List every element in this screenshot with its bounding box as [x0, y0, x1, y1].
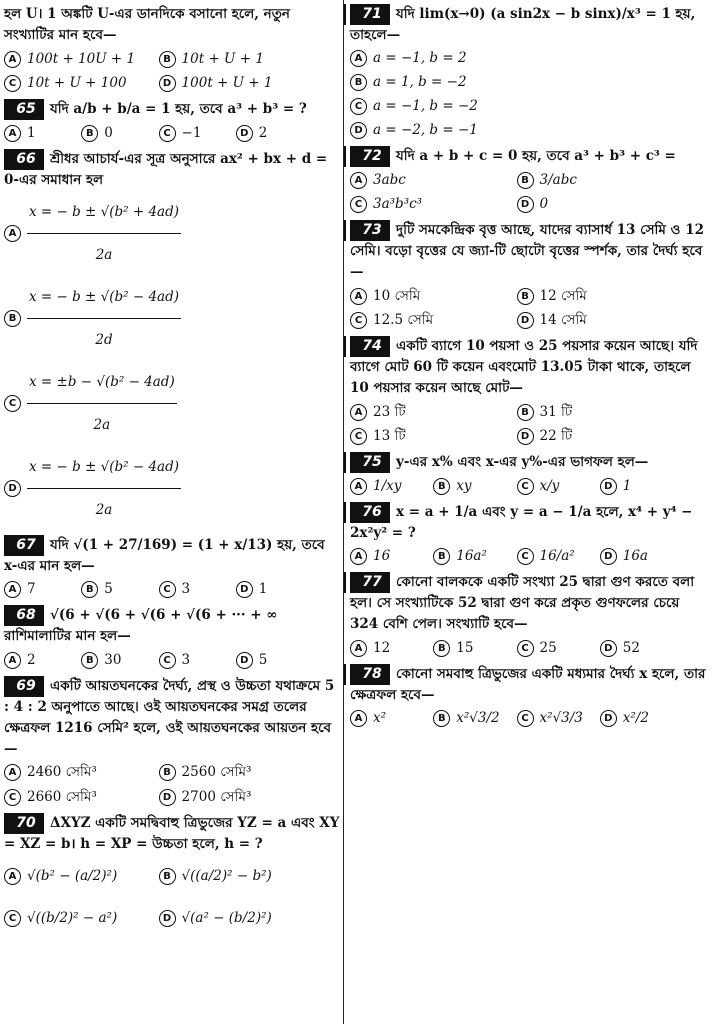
- question-64-tail: [4, 4, 340, 95]
- option-letter: C: [4, 75, 21, 92]
- option-text: 2460 সেমি³: [27, 764, 97, 780]
- option-letter: A: [350, 710, 367, 727]
- options: [4, 855, 340, 939]
- option-text: 3abc: [373, 171, 406, 188]
- option-b[interactable]: [159, 760, 314, 784]
- question-text: শ্রীধর আচার্য-এর সূত্র অনুসারে ax² + bx + d = 0-এর সমাধান হল: [4, 150, 328, 188]
- option-b[interactable]: [433, 544, 516, 568]
- options: [4, 577, 340, 602]
- option-text: 16a: [622, 548, 648, 564]
- option-letter: B: [4, 310, 21, 327]
- option-d[interactable]: [159, 785, 314, 809]
- option-letter: C: [159, 581, 176, 598]
- option-d[interactable]: [159, 71, 314, 95]
- option-d[interactable]: [600, 706, 683, 730]
- option-letter: A: [4, 225, 21, 242]
- option-a[interactable]: [350, 400, 517, 424]
- option-d[interactable]: [236, 577, 313, 601]
- question-65: [4, 99, 340, 145]
- question-78: [350, 664, 712, 731]
- option-letter: D: [236, 652, 253, 669]
- option-a[interactable]: [4, 191, 330, 276]
- option-a[interactable]: [4, 648, 81, 672]
- option-b[interactable]: [4, 276, 330, 361]
- question-72: [350, 146, 712, 216]
- option-text: 1/xy: [373, 477, 402, 494]
- option-letter: A: [350, 478, 367, 495]
- question-number: 68: [4, 605, 44, 626]
- option-letter: D: [600, 548, 617, 565]
- option-letter: D: [517, 312, 534, 329]
- option-text: 14 সেমি: [539, 312, 587, 328]
- option-text: 2660 সেমি³: [27, 788, 97, 805]
- question-text: y-এর x% এবং x-এর y%-এর ভাগফল হল—: [396, 454, 649, 470]
- options: [4, 760, 340, 809]
- option-a[interactable]: [4, 760, 159, 784]
- option-text: 3a³b³c³: [373, 196, 423, 212]
- option-letter: B: [433, 478, 450, 495]
- option-text: 10 সেমি: [373, 287, 421, 304]
- option-letter: D: [159, 789, 176, 806]
- option-d[interactable]: [159, 897, 314, 939]
- options: [4, 46, 340, 95]
- option-letter: C: [350, 428, 367, 445]
- option-letter: C: [350, 312, 367, 329]
- option-text: 30: [104, 651, 122, 668]
- question-71: [350, 4, 712, 142]
- option-c[interactable]: [350, 192, 517, 216]
- option-text: 15: [456, 639, 474, 656]
- option-letter: D: [517, 428, 534, 445]
- option-letter: C: [350, 98, 367, 115]
- option-a[interactable]: [350, 46, 702, 70]
- option-text: 52: [622, 639, 640, 656]
- option-text: √(a² − (b/2)²): [181, 909, 272, 926]
- options: [350, 473, 712, 498]
- question-number: 67: [4, 535, 44, 556]
- option-d[interactable]: [236, 121, 313, 145]
- option-numerator: x = ±b − √(b² − 4ad): [27, 361, 177, 404]
- option-a[interactable]: [4, 577, 81, 601]
- option-c[interactable]: [4, 785, 159, 809]
- option-denominator: 2d: [95, 331, 113, 348]
- option-letter: A: [4, 764, 21, 781]
- option-c[interactable]: [517, 706, 600, 730]
- option-letter: C: [4, 910, 21, 927]
- options: [350, 544, 712, 569]
- question-66: [4, 149, 340, 531]
- option-text: a = −2, b = −1: [373, 122, 478, 138]
- option-letter: C: [159, 652, 176, 669]
- option-text: 10t + U + 1: [181, 50, 264, 67]
- option-letter: A: [350, 404, 367, 421]
- question-number: 71: [350, 4, 390, 25]
- question-number: 76: [350, 502, 390, 523]
- option-numerator: x = − b ± √(b² − 4ad): [27, 276, 181, 319]
- option-letter: B: [159, 51, 176, 68]
- option-numerator: x = − b ± √(b² + 4ad): [27, 191, 181, 234]
- left-column: [4, 4, 340, 943]
- option-letter: C: [4, 395, 21, 412]
- question-68: [4, 605, 340, 672]
- option-c[interactable]: [159, 648, 236, 672]
- option-a[interactable]: [350, 636, 433, 660]
- option-text: 1: [258, 581, 268, 597]
- option-letter: D: [236, 581, 253, 598]
- option-a[interactable]: [4, 121, 81, 145]
- option-text: √((a/2)² − b²): [181, 867, 272, 884]
- question-text: √(6 + √(6 + √(6 + √(6 + ··· + ∞ রাশিমালাটির মান হল—: [4, 607, 278, 644]
- question-text: কোনো বালককে একটি সংখ্যা 25 দ্বারা গুণ করতে বলা হল। সে সংখ্যাটিকে 52 দ্বারা গুণ করে প্রকৃত গুণফলের চেয়ে 324 বেশি পেল। সংখ্যাটি হবে—: [350, 574, 695, 632]
- options: [350, 167, 712, 216]
- option-text: 10t + U + 100: [27, 75, 127, 91]
- option-text: 1: [27, 124, 36, 141]
- option-letter: C: [517, 710, 534, 727]
- question-number: 70: [4, 813, 44, 834]
- option-text: 31 টি: [539, 403, 573, 420]
- question-74: [350, 336, 712, 448]
- option-b[interactable]: [159, 855, 314, 897]
- option-b[interactable]: [81, 648, 158, 672]
- option-a[interactable]: [350, 168, 517, 192]
- option-text: 3: [181, 651, 191, 668]
- option-denominator: 2a: [95, 246, 113, 263]
- option-letter: A: [4, 581, 21, 598]
- option-text: 0: [539, 196, 549, 212]
- option-text: 1: [622, 477, 632, 494]
- option-text: 3/abc: [539, 171, 577, 188]
- option-letter: D: [159, 910, 176, 927]
- question-text: কোনো সমবাহু ত্রিভুজের একটি মধ্যমার দৈর্ঘ্য x হলে, তার ক্ষেত্রফল হবে—: [350, 665, 706, 703]
- options: [350, 283, 712, 332]
- option-a[interactable]: [350, 284, 517, 308]
- option-d[interactable]: [600, 474, 683, 498]
- question-text: যদি a/b + b/a = 1 হয়, তবে a³ + b³ = ?: [50, 101, 307, 117]
- option-letter: A: [350, 50, 367, 67]
- option-letter: B: [159, 868, 176, 885]
- option-letter: B: [433, 710, 450, 727]
- option-b[interactable]: [517, 168, 684, 192]
- option-letter: D: [159, 75, 176, 92]
- right-column: [350, 4, 712, 734]
- option-letter: A: [350, 640, 367, 657]
- option-letter: D: [517, 196, 534, 213]
- option-a[interactable]: [4, 47, 159, 71]
- question-number: 75: [350, 452, 390, 473]
- option-c[interactable]: [350, 308, 517, 332]
- option-text: 100t + U + 1: [181, 75, 273, 91]
- question-77: [350, 572, 712, 660]
- option-letter: C: [159, 125, 176, 142]
- option-text: 5: [258, 651, 268, 668]
- option-letter: B: [81, 581, 98, 598]
- option-letter: A: [4, 868, 21, 885]
- option-b[interactable]: [517, 284, 684, 308]
- question-number: 78: [350, 664, 390, 685]
- question-75: [350, 452, 712, 498]
- option-letter: A: [4, 652, 21, 669]
- option-letter: D: [350, 122, 367, 139]
- option-c[interactable]: [4, 71, 159, 95]
- option-b[interactable]: [517, 400, 684, 424]
- question-73: [350, 220, 712, 332]
- option-letter: B: [350, 74, 367, 91]
- options: [4, 191, 340, 531]
- option-text: 0: [104, 124, 113, 141]
- question-text: একটি আয়তঘনকের দৈর্ঘ্য, প্রস্থ ও উচ্চতা যথাক্রমে 5 : 4 : 2 অনুপাতে আছে। ওই আয়তঘনকের সমগ্র তলের ক্ষেত্রফল 1216 সেমি² হলে, ওই আয়তঘনকের আয়তন হবে—: [4, 677, 335, 757]
- option-a[interactable]: [350, 474, 433, 498]
- option-d[interactable]: [517, 192, 684, 216]
- question-text: যদি lim(x→0) (a sin2x − b sinx)/x³ = 1 হয়, তাহলে—: [350, 6, 696, 43]
- option-text: 16/a²: [539, 548, 575, 564]
- question-text: দুটি সমকেন্দ্রিক বৃত্ত আছে, যাদের ব্যাসার্ধ 13 সেমি ও 12 সেমি। বড়ো বৃত্তের যে জ্যা-টি ছোটো বৃত্তের স্পর্শক, তার দৈর্ঘ্য হবে—: [350, 222, 704, 280]
- option-letter: B: [433, 640, 450, 657]
- option-letter: B: [433, 548, 450, 565]
- option-c[interactable]: [159, 121, 236, 145]
- option-text: a = −1, b = 2: [373, 50, 467, 66]
- option-letter: B: [81, 652, 98, 669]
- option-letter: D: [600, 478, 617, 495]
- option-b[interactable]: [159, 47, 314, 71]
- question-69: [4, 676, 340, 809]
- question-text: যদি a + b + c = 0 হয়, তবে a³ + b³ + c³ =: [396, 148, 676, 164]
- option-letter: B: [81, 125, 98, 142]
- option-d[interactable]: [350, 118, 702, 142]
- option-c[interactable]: [517, 544, 600, 568]
- option-d[interactable]: [4, 446, 330, 531]
- option-text: 12 সেমি: [539, 287, 587, 304]
- option-letter: B: [159, 764, 176, 781]
- option-b[interactable]: [433, 706, 516, 730]
- option-c[interactable]: [4, 897, 159, 939]
- question-number: 72: [350, 146, 390, 167]
- option-text: x²/2: [622, 710, 649, 726]
- option-letter: B: [517, 172, 534, 189]
- option-text: x/y: [539, 477, 560, 494]
- option-letter: A: [350, 288, 367, 305]
- option-c[interactable]: [350, 94, 702, 118]
- option-numerator: x = − b ± √(b² − 4ad): [27, 446, 181, 489]
- option-letter: C: [517, 640, 534, 657]
- option-letter: D: [4, 480, 21, 497]
- question-number: 65: [4, 99, 44, 120]
- option-a[interactable]: [4, 855, 159, 897]
- option-text: 2: [27, 651, 36, 668]
- option-d[interactable]: [600, 544, 683, 568]
- option-b[interactable]: [350, 70, 702, 94]
- option-c[interactable]: [159, 577, 236, 601]
- option-text: √(b² − (a/2)²): [27, 867, 118, 884]
- question-number: 74: [350, 336, 390, 357]
- option-letter: B: [517, 288, 534, 305]
- option-a[interactable]: [350, 544, 433, 568]
- question-76: [350, 502, 712, 569]
- question-number: 66: [4, 149, 44, 170]
- option-letter: D: [236, 125, 253, 142]
- option-b[interactable]: [433, 474, 516, 498]
- options: [350, 706, 712, 731]
- option-letter: A: [350, 548, 367, 565]
- option-denominator: 2a: [93, 416, 111, 433]
- options: [350, 399, 712, 448]
- option-letter: A: [350, 172, 367, 189]
- option-text: −1: [181, 124, 202, 141]
- options: [350, 635, 712, 660]
- option-text: 5: [104, 581, 113, 597]
- option-text: 2700 সেমি³: [181, 788, 252, 805]
- option-b[interactable]: [433, 636, 516, 660]
- option-text: x²√3/2: [456, 710, 500, 726]
- option-text: xy: [456, 477, 472, 494]
- question-67: [4, 535, 340, 602]
- option-d[interactable]: [600, 636, 683, 660]
- option-letter: A: [4, 125, 21, 142]
- options: [350, 46, 712, 142]
- option-c[interactable]: [4, 361, 330, 446]
- option-c[interactable]: [517, 474, 600, 498]
- option-d[interactable]: [517, 424, 684, 448]
- question-number: 69: [4, 676, 44, 697]
- question-text: যদি √(1 + 27/169) = (1 + x/13) হয়, তবে x-এর মান হল—: [4, 536, 325, 574]
- question-text: x = a + 1/a এবং y = a − 1/a হলে, x⁴ + y⁴ − 2x²y² = ?: [350, 503, 693, 541]
- option-a[interactable]: [350, 706, 433, 730]
- option-text: 13 টি: [373, 428, 406, 444]
- option-text: 25: [539, 639, 557, 656]
- option-text: 22 টি: [539, 428, 573, 444]
- option-text: 23 টি: [373, 403, 406, 420]
- options: [4, 120, 340, 145]
- question-text: একটি ব্যাগে 10 পয়সা ও 25 পয়সার কয়েন আছে। যদি ব্যাগে মোট 60 টি কয়েন এবংমোট 13.05 টাকা থাকে, তাহলে 10 পয়সার কয়েন আছে মোট—: [350, 338, 698, 396]
- option-text: a = 1, b = −2: [373, 74, 467, 90]
- question-text: ΔXYZ একটি সমদ্বিবাহু ত্রিভুজের YZ = a এবং XY = XZ = b। h = XP = উচ্চতা হলে, h = ?: [4, 814, 340, 852]
- question-number: 77: [350, 572, 390, 593]
- question-text: হল U। 1 অঙ্কটি U-এর ডানদিকে বসানো হলে, নতুন সংখ্যাটির মান হবে—: [4, 6, 290, 43]
- option-text: 2560 সেমি³: [181, 764, 252, 780]
- option-d[interactable]: [236, 648, 313, 672]
- question-number: 73: [350, 220, 390, 241]
- option-letter: D: [600, 640, 617, 657]
- option-text: 16a²: [456, 548, 487, 564]
- option-text: 7: [27, 581, 36, 597]
- option-text: 100t + 10U + 1: [27, 50, 136, 67]
- option-letter: D: [600, 710, 617, 727]
- option-text: √((b/2)² − a²): [27, 909, 118, 926]
- option-text: 12.5 সেমি: [373, 312, 434, 328]
- option-c[interactable]: [350, 424, 517, 448]
- option-text: 3: [181, 581, 191, 597]
- option-letter: C: [517, 548, 534, 565]
- option-letter: C: [517, 478, 534, 495]
- option-letter: C: [4, 789, 21, 806]
- option-letter: C: [350, 196, 367, 213]
- options: [4, 647, 340, 672]
- option-letter: A: [4, 51, 21, 68]
- option-c[interactable]: [517, 636, 600, 660]
- option-b[interactable]: [81, 121, 158, 145]
- option-letter: B: [517, 404, 534, 421]
- option-b[interactable]: [81, 577, 158, 601]
- question-70: [4, 813, 340, 939]
- column-divider: [343, 0, 344, 1024]
- option-text: 12: [373, 639, 391, 656]
- option-text: x²: [373, 710, 387, 726]
- option-denominator: 2a: [95, 501, 113, 518]
- option-text: 16: [373, 548, 391, 564]
- option-d[interactable]: [517, 308, 684, 332]
- option-text: a = −1, b = −2: [373, 98, 478, 114]
- option-text: x²√3/3: [539, 710, 583, 726]
- option-text: 2: [258, 124, 268, 141]
